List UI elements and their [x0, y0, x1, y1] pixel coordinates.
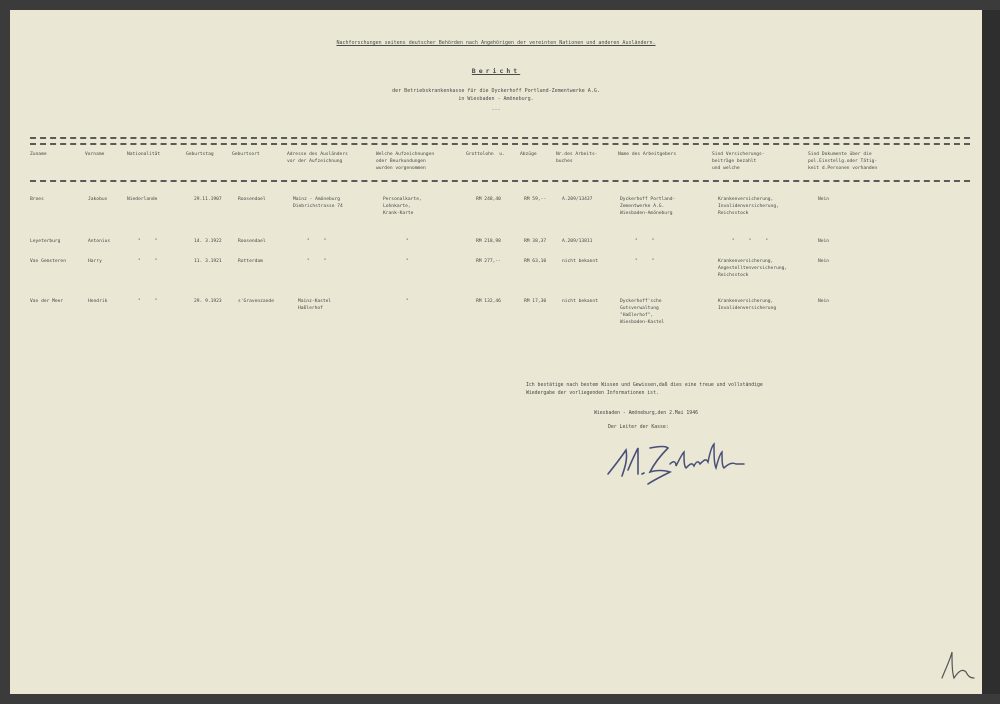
col-header-abzuege: Abzüge	[520, 152, 537, 157]
row1-geburtsort: Roosendael	[238, 197, 266, 202]
col-header-dokumente: Sind Dokumente über die pol.Einstellg.oder Tätig- keit d.Personen vorhanden	[808, 152, 878, 171]
row1-arbeitgeber: Dyckerhoff Portland- Zementwerke A.G. Wiesbaden-Amöneburg	[620, 197, 676, 216]
row2-lohn: RM 218,98	[476, 239, 501, 244]
row1-adresse: Mainz - Amöneburg Diebrichstrasse 74	[293, 197, 343, 209]
col-header-arbeitgeber: Name des Arbeitgebers	[618, 152, 677, 157]
row3-versicherung: Krankenversicherung, Angestelltenversicherung, Reichsstock	[718, 259, 788, 278]
row2-nationalitaet: " "	[138, 239, 158, 244]
row3-lohn: RM 277,--	[476, 259, 501, 264]
row1-aufzeichnungen: Personalkarte, Lohnkarte, Krank-Karte	[383, 197, 422, 216]
document-subtitle-1: der Betriebskrankenkasse für die Dyckerhoff Portland-Zementwerke A.G.	[392, 88, 600, 94]
row3-abzuege: RM 63,10	[524, 259, 547, 264]
row2-arbeitsbuch: A.209/13811	[562, 239, 593, 244]
col-header-lohn: Grottolohn u.	[466, 152, 505, 157]
document-subtitle-2: in Wiesbaden - Amöneburg.	[458, 96, 534, 102]
col-header-vorname: Vorname	[85, 152, 105, 157]
document-subtitle-3: ...	[491, 106, 501, 112]
col-header-versicherung: Sind Versicherungs- beiträge bezahlt und welche	[712, 152, 765, 171]
row2-abzuege: RM 38,37	[524, 239, 547, 244]
row4-vorname: Hendrik	[88, 299, 108, 304]
row3-nationalitaet: " "	[138, 259, 158, 264]
row3-geburtstag: 11. 3.1921	[194, 259, 222, 264]
col-header-adresse: Adresse des Ausländers vor der Aufzeichnung	[287, 152, 348, 164]
row2-adresse: " "	[307, 239, 327, 244]
row3-aufzeichnungen: "	[406, 259, 409, 264]
place-date: Wiesbaden - Amöneburg,den 2.Mai 1946	[594, 411, 698, 416]
row1-nationalitaet: Niederlande	[127, 197, 158, 202]
col-header-geburtstag: Geburtstag	[186, 152, 214, 157]
col-header-zuname: Zuname	[30, 152, 47, 157]
col-header-geburtsort: Geburtsort	[232, 152, 260, 157]
row3-zuname: Van Gemsteren	[30, 259, 66, 264]
dashed-rule-second	[30, 143, 970, 145]
row3-arbeitsbuch: nicht bekannt	[562, 259, 598, 264]
signatory-label: Der Leiter der Kasse:	[608, 425, 669, 430]
row3-adresse: " "	[307, 259, 327, 264]
col-header-arbeitsbuch: Nr.des Arbeits- buches	[556, 152, 598, 164]
row1-vorname: Jakobus	[88, 197, 108, 202]
certification-line-2: Wiedergabe der vorliegenden Informationen ist.	[526, 391, 659, 396]
row3-vorname: Harry	[88, 259, 102, 264]
row2-aufzeichnungen: "	[406, 239, 409, 244]
row2-vorname: Antonius	[88, 239, 111, 244]
dashed-rule-header-bottom	[30, 180, 970, 182]
row4-aufzeichnungen: "	[406, 299, 409, 304]
row1-arbeitsbuch: A.209/13437	[562, 197, 593, 202]
row4-lohn: RM 132,46	[476, 299, 501, 304]
row1-versicherung: Krankenversicherung, Invalidenversicherung, Reichsstock	[718, 197, 779, 216]
row2-geburtstag: 14. 3.1922	[194, 239, 222, 244]
row2-zuname: Leyeterburg	[30, 239, 61, 244]
row3-dokumente: Nein	[818, 259, 830, 264]
row1-zuname: Broes	[30, 197, 44, 202]
document-title: Bericht	[471, 67, 521, 75]
document-heading: Nachforschungen seitens deutscher Behörden nach Angehörigen der vereinten Nationen und anderen Ausländern.	[336, 40, 656, 46]
row4-zuname: Van der Meer	[30, 299, 64, 304]
row2-versicherung: " " "	[732, 239, 768, 244]
certification-line-1: Ich bestätige nach bestem Wissen und Gewissen,daß dies eine treue und vollständige	[526, 383, 763, 388]
row3-geburtsort: Rotterdam	[238, 259, 263, 264]
row4-dokumente: Nein	[818, 299, 830, 304]
row4-geburtsort: s'Gravenzande	[238, 299, 274, 304]
row4-adresse: Mainz-Kastel Haßlerhof	[298, 299, 332, 311]
handwritten-signature	[602, 430, 752, 485]
row4-arbeitgeber: Dyckerhoff'sche Gutsverwaltung "Haßlerhof", Wiesbaden-Kastel	[620, 299, 665, 325]
row1-dokumente: Nein	[818, 197, 830, 202]
handwritten-mark	[938, 638, 978, 688]
document-page	[10, 10, 982, 694]
row3-arbeitgeber: " "	[635, 259, 655, 264]
row1-geburtstag: 29.11.1907	[194, 197, 222, 202]
row1-abzuege: RM 59,--	[524, 197, 547, 202]
row4-versicherung: Krankenversicherung, Invalidenversicherung	[718, 299, 777, 311]
dashed-rule-top	[30, 137, 970, 139]
row4-nationalitaet: " "	[138, 299, 158, 304]
row1-lohn: RM 248,40	[476, 197, 501, 202]
row4-arbeitsbuch: nicht bekannt	[562, 299, 598, 304]
row2-arbeitgeber: " "	[635, 239, 655, 244]
scan-edge	[982, 10, 1000, 694]
col-header-nationalitaet: Nationalität	[127, 152, 161, 157]
row2-dokumente: Nein	[818, 239, 830, 244]
col-header-aufzeichnungen: Welche Aufzeichnungen oder Beurkundungen wurden vorgenommen	[376, 152, 435, 171]
row2-geburtsort: Roosendael	[238, 239, 266, 244]
row4-geburtstag: 29. 9.1923	[194, 299, 222, 304]
row4-abzuege: RM 17,30	[524, 299, 547, 304]
